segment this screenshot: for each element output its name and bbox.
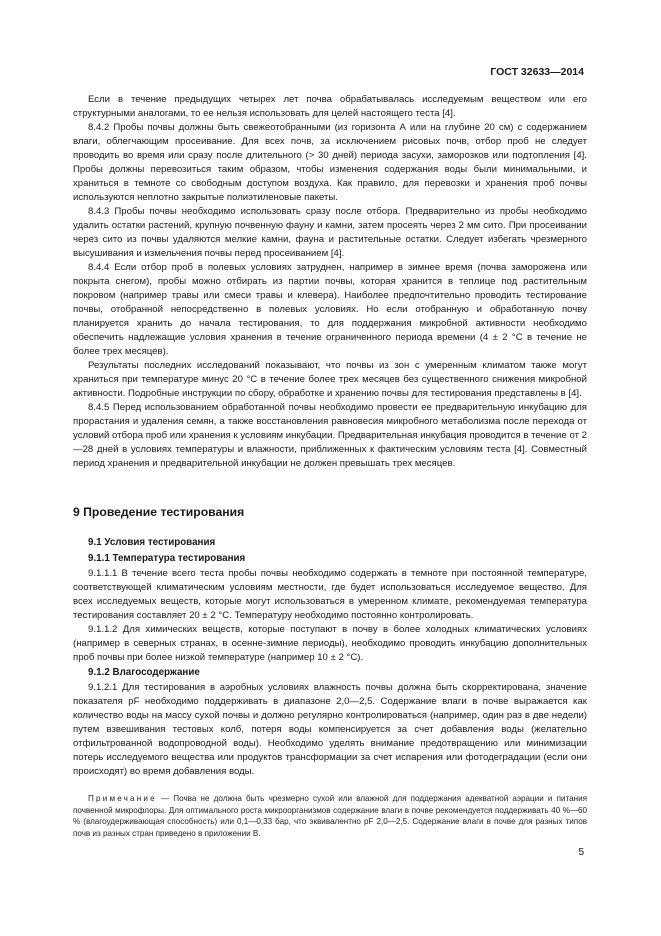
paragraph-9-1-2-1: 9.1.2.1 Для тестирования в аэробных условиях влажность почвы должна быть скорректирована, значение показателя pF необходимо поддерживать в диапазоне 2,0—2,5. Содержание влаги в почве выражается как количество воды на массу сухой почвы и должно регулярно контролироваться (например, один раз в две недели) путем взвешивания тестовых колб, потеря воды компенсируется за счет добавления воды (желательно отфильтрованной водопроводной воды). Необходимо уделять внимание предотвращению или минимизации потерь исследуемого вещества или продуктов трансформации за счет испарения или фотодеградации (если они происходят) во время добавления воды. xyxy=(73,682,587,777)
subsection-9-1-2-title: 9.1.2 Влагосодержание xyxy=(88,667,200,678)
note-paragraph xyxy=(73,793,587,839)
page-number: 5 xyxy=(578,847,584,858)
paragraph-8-4-2: 8.4.2 Пробы почвы должны быть свежеотобранными (из горизонта А или на глубине 20 см) с содержанием влаги, облегчающим просеивание. Для всех почв, за исключением рисовых почв, отбор проб не следует проводить во время или сразу после длительного (> 30 дней) периода засухи, заморозков или подтопления [4]. Пробы должны перевозиться таким образом, чтобы изменения содержания воды были минимальными, и храниться в темноте со свободным доступом воздуха. Как правило, для перевозки и хранения проб почвы используются неплотно закрытые полиэтиленовые пакеты. xyxy=(73,122,587,203)
note-block xyxy=(73,793,587,839)
document-id: ГОСТ 32633—2014 xyxy=(490,66,584,78)
section-9-body xyxy=(73,535,587,779)
paragraph-9-1-1-2: 9.1.1.2 Для химических веществ, которые поступают в почву в более холодных климатических условиях (например в северных странах, в осенне-зимние периоды), необходимо проводить инкубацию дополнительных проб почвы при более низкой температуре (например 10 ± 2 °С). xyxy=(73,624,587,663)
paragraph-8-4-3: 8.4.3 Пробы почвы необходимо использовать сразу после отбора. Предварительно из пробы необходимо удалить остатки растений, крупную почвенную фауну и камни, затем просеять через 2 мм сито. При просеивании через сито из почвы удаляются мелкие камни, фауна и растительные остатки. Следует избегать чрезмерного высушивания и измельчения почвы перед просеиванием [4]. xyxy=(73,206,587,259)
note-text: — Почва не должна быть чрезмерно сухой или влажной для поддержания адекватной аэрации и питания почвенной микрофлоры. Для оптимального роста микроорганизмов содержание влаги в почве рекомендуется поддерживать 40 %—60 % (влагоудерживающая способность) или 0,1—0,33 бар, что эквивалентно pF 2,0—2,5. Содержание влаги в почве для разных типов почв из разных стран приведено в приложении В. xyxy=(73,794,587,838)
paragraph-9-1-1-1: 9.1.1.1 В течение всего теста пробы почвы необходимо содержать в темноте при постоянной температуре, соответствующей климатическим условиям местности, где будет использоваться исследуемое вещество. Для всех исследуемых веществ, которые могут использоваться в умеренном климате, рекомендуемая температура тестирования составляет 20 ± 2 °С. Температуру необходимо постоянно контролировать. xyxy=(73,568,587,621)
paragraph-8-4-4: 8.4.4 Если отбор проб в полевых условиях затруднен, например в зимнее время (почва заморожена или покрыта снегом), пробы можно отбирать из партии почвы, которая хранится в теплице под растительным покровом (например травы или смеси травы и клевера). Наиболее предпочтительно проводить тестирование почвы, отобранной непосредственно в полевых условиях. Но если отобранную и обработанную почву планируется хранить до начала тестирования, то для поддержания микробной активности необходимо обеспечить надлежащие условия хранения в течение ограниченного периода времени (4 ± 2 °С в течение не более трех месяцев). xyxy=(73,262,587,357)
paragraph-structural-analogues: Если в течение предыдущих четырех лет почва обрабатывалась исследуемым веществом или его структурными аналогами, то ее нельзя использовать для целей настоящего теста [4]. xyxy=(73,94,587,119)
subsection-9-1-1-title: 9.1.1 Температура тестирования xyxy=(88,553,246,564)
intro-text xyxy=(73,93,587,471)
paragraph-8-4-5: 8.4.5 Перед использованием обработанной почвы необходимо провести ее предварительную инкубацию для прорастания и удаления семян, а также восстановления равновесия микробного метаболизма после перехода от условий отбора проб или хранения к условиям инкубации. Предварительная инкубация проводится в течение от 2—28 дней в условиях температуры и влажности, приближенных к фактическим условиям теста [4]. Совместный период хранения и предварительной инкубации не должен превышать трех месяцев. xyxy=(73,402,587,469)
note-label: Примечание xyxy=(88,794,157,803)
section-9-title: 9 Проведение тестирования xyxy=(73,505,245,519)
subsection-9-1-title: 9.1 Условия тестирования xyxy=(88,537,216,548)
paragraph-storage-results: Результаты последних исследований показывают, что почвы из зон с умеренным климатом также могут храниться при температуре минус 20 °С в течение более трех месяцев без существенного снижения микробной активности. Подробные инструкции по сбору, обработке и хранению почвы для тестирования представлены в [4]. xyxy=(73,360,587,399)
